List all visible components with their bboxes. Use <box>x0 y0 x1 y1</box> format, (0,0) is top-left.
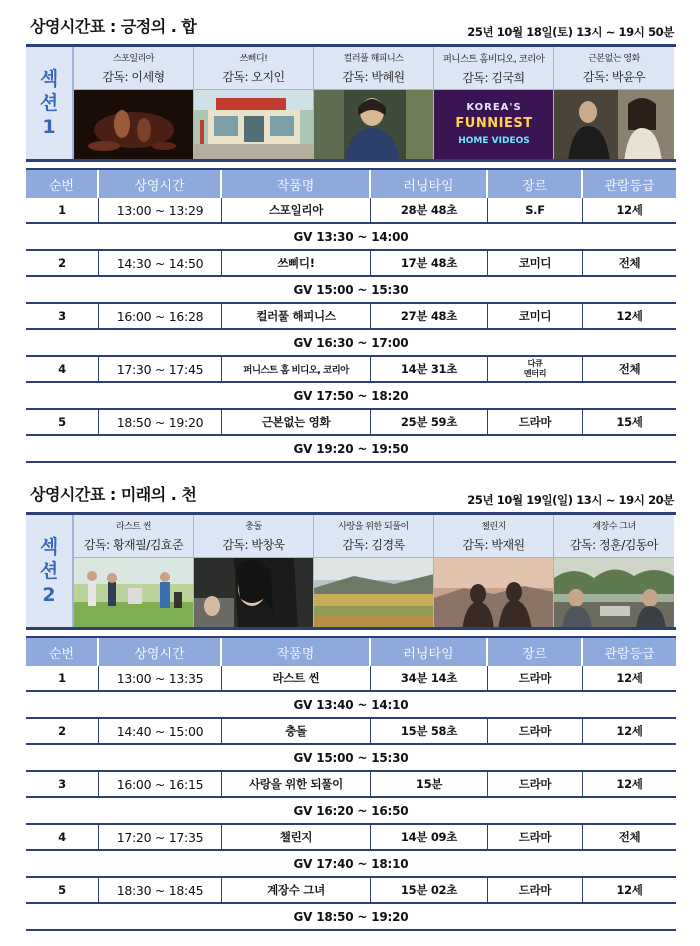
cell-genre: 다큐 멘터리 <box>488 357 583 381</box>
film-director: 감독: 김경록 <box>342 538 405 552</box>
cell-time: 13:00 ~ 13:35 <box>99 666 222 690</box>
table-row <box>26 251 676 277</box>
table-row <box>26 304 676 330</box>
table-row <box>26 357 676 383</box>
gv-row: GV 17:50 ~ 18:20 <box>26 383 676 410</box>
cell-title: 근본없는 영화 <box>222 410 371 434</box>
gv-row: GV 17:40 ~ 18:10 <box>26 851 676 878</box>
cell-runtime: 25분 59초 <box>371 410 488 434</box>
film-director: 감독: 박윤우 <box>582 70 646 84</box>
film-still <box>194 89 313 159</box>
cell-time: 13:00 ~ 13:29 <box>99 198 222 222</box>
column-header: 장르 <box>488 638 583 666</box>
film-title: 계장수 그녀 <box>592 522 636 532</box>
film-still <box>554 557 674 627</box>
cell-runtime: 15분 58초 <box>371 719 488 743</box>
schedule-section-2 <box>26 478 676 931</box>
film-still <box>314 557 433 627</box>
cell-genre: 드라마 <box>488 878 583 902</box>
cell-rating: 전체 <box>618 830 641 844</box>
film-still <box>434 557 553 627</box>
film-card <box>434 47 554 159</box>
film-card <box>314 47 434 159</box>
still-text-line: FUNNIEST <box>455 116 533 131</box>
film-card <box>314 515 434 627</box>
section-label-char: 섹 <box>39 536 59 558</box>
cell-title: 충돌 <box>222 719 371 743</box>
film-director: 감독: 이세형 <box>102 70 165 84</box>
column-header: 상영시간 <box>99 638 222 666</box>
gv-row: GV 13:30 ~ 14:00 <box>26 224 676 251</box>
cell-runtime: 34분 14초 <box>371 666 488 690</box>
film-title: 근본없는 영화 <box>588 54 640 64</box>
film-director: 감독: 박창욱 <box>222 538 285 552</box>
film-still <box>554 89 674 159</box>
film-still <box>434 89 553 159</box>
section-label <box>26 47 74 159</box>
section-date: 25년 10월 19일(일) 13시 ~ 19시 20분 <box>467 493 674 507</box>
cell-no: 4 <box>26 357 99 381</box>
still-text-line: HOME VIDEOS <box>458 136 530 146</box>
cell-time: 18:30 ~ 18:45 <box>99 878 222 902</box>
cell-runtime: 15분 02초 <box>371 878 488 902</box>
cell-genre: 드라마 <box>488 825 583 849</box>
cell-rating: 전체 <box>618 256 641 270</box>
gv-row: GV 15:00 ~ 15:30 <box>26 277 676 304</box>
cell-no: 4 <box>26 825 99 849</box>
cell-no: 5 <box>26 410 99 434</box>
cell-runtime: 14분 09초 <box>371 825 488 849</box>
cell-runtime: 14분 31초 <box>371 357 488 381</box>
film-still <box>314 89 433 159</box>
schedule-section-1 <box>26 10 676 463</box>
table-row <box>26 825 676 851</box>
film-director: 감독: 박혜원 <box>342 70 405 84</box>
film-director: 감독: 오지인 <box>222 70 285 84</box>
gv-row: GV 16:30 ~ 17:00 <box>26 330 676 357</box>
table-row <box>26 878 676 904</box>
column-header: 순번 <box>26 170 99 198</box>
film-director: 감독: 박재원 <box>462 538 525 552</box>
cell-title: 사랑을 위한 되풀이 <box>222 772 371 796</box>
cell-no: 2 <box>26 251 99 275</box>
cell-title: 스포일리아 <box>222 198 371 222</box>
cell-title: 라스트 씬 <box>222 666 371 690</box>
cell-time: 14:40 ~ 15:00 <box>99 719 222 743</box>
cell-time: 16:00 ~ 16:28 <box>99 304 222 328</box>
cell-title: 챌린지 <box>222 825 371 849</box>
cell-time: 16:00 ~ 16:15 <box>99 772 222 796</box>
schedule-table <box>26 636 676 931</box>
table-header <box>26 168 676 198</box>
column-header: 순번 <box>26 638 99 666</box>
cell-time: 18:50 ~ 19:20 <box>99 410 222 434</box>
film-card <box>194 515 314 627</box>
cell-title: 퍼니스트 홈 비디오, 코리아 <box>222 357 371 381</box>
film-card <box>554 515 674 627</box>
film-title: 퍼니스트 홈비디오, 코리아 <box>442 53 545 65</box>
cell-rating: 15세 <box>616 415 643 429</box>
table-header <box>26 636 676 666</box>
cell-genre: 코미디 <box>488 251 583 275</box>
film-card <box>194 47 314 159</box>
cell-no: 3 <box>26 772 99 796</box>
gv-row: GV 18:50 ~ 19:20 <box>26 904 676 931</box>
cell-title: 쓰삐디! <box>222 251 371 275</box>
section-header <box>26 478 676 512</box>
section-label-char: 션 <box>39 92 59 114</box>
cell-runtime: 17분 48초 <box>371 251 488 275</box>
cell-no: 2 <box>26 719 99 743</box>
film-card <box>74 515 194 627</box>
cell-rating: 12세 <box>616 671 643 685</box>
film-strip <box>26 512 676 630</box>
film-title: 컬러풀 해피니스 <box>343 54 404 64</box>
film-title: 챌린지 <box>481 522 506 532</box>
column-header: 러닝타임 <box>371 170 488 198</box>
section-title: 상영시간표 : 미래의 . 천 <box>30 485 197 504</box>
cell-runtime: 15분 <box>371 772 488 796</box>
section-date: 25년 10월 18일(토) 13시 ~ 19시 50분 <box>467 25 674 39</box>
column-header: 작품명 <box>222 170 371 198</box>
column-header: 관람등급 <box>604 178 655 194</box>
cell-title: 컬러풀 해피니스 <box>222 304 371 328</box>
film-title: 라스트 씬 <box>115 522 152 532</box>
film-director: 감독: 김국희 <box>462 70 525 85</box>
cell-rating: 12세 <box>616 883 643 897</box>
cell-genre: 드라마 <box>488 666 583 690</box>
table-row <box>26 198 676 224</box>
column-header: 작품명 <box>222 638 371 666</box>
cell-genre: 코미디 <box>488 304 583 328</box>
cell-no: 3 <box>26 304 99 328</box>
cell-rating: 12세 <box>616 777 643 791</box>
film-strip <box>26 44 676 162</box>
film-title: 사랑을 위한 되풀이 <box>338 522 409 532</box>
film-director: 감독: 정훈/김동아 <box>569 538 659 552</box>
film-title: 스포일리아 <box>113 54 154 64</box>
gv-row: GV 16:20 ~ 16:50 <box>26 798 676 825</box>
cell-runtime: 27분 48초 <box>371 304 488 328</box>
cell-time: 17:20 ~ 17:35 <box>99 825 222 849</box>
cell-no: 5 <box>26 878 99 902</box>
gv-row: GV 19:20 ~ 19:50 <box>26 436 676 463</box>
film-still <box>74 89 193 159</box>
column-header: 러닝타임 <box>371 638 488 666</box>
section-number: 2 <box>42 584 56 606</box>
column-header: 장르 <box>488 170 583 198</box>
cell-rating: 12세 <box>616 203 643 217</box>
cell-genre: 드라마 <box>488 719 583 743</box>
gv-row: GV 13:40 ~ 14:10 <box>26 692 676 719</box>
column-header: 상영시간 <box>99 170 222 198</box>
cell-genre: 드라마 <box>488 410 583 434</box>
cell-rating: 전체 <box>618 362 641 376</box>
schedule-table <box>26 168 676 463</box>
film-title: 충돌 <box>245 522 262 532</box>
cell-genre: 드라마 <box>488 772 583 796</box>
cell-no: 1 <box>26 666 99 690</box>
gv-row: GV 15:00 ~ 15:30 <box>26 745 676 772</box>
film-card <box>74 47 194 159</box>
section-number: 1 <box>42 116 56 138</box>
table-row <box>26 410 676 436</box>
cell-time: 17:30 ~ 17:45 <box>99 357 222 381</box>
table-row <box>26 666 676 692</box>
cell-rating: 12세 <box>616 724 643 738</box>
film-still <box>74 557 193 627</box>
cell-rating: 12세 <box>616 309 643 323</box>
film-title: 쓰삐디! <box>239 54 268 64</box>
cell-title: 계장수 그녀 <box>222 878 371 902</box>
section-header <box>26 10 676 44</box>
film-card <box>554 47 674 159</box>
column-header: 관람등급 <box>604 646 655 662</box>
cell-no: 1 <box>26 198 99 222</box>
cell-time: 14:30 ~ 14:50 <box>99 251 222 275</box>
film-card <box>434 515 554 627</box>
section-title: 상영시간표 : 긍정의 . 합 <box>30 17 197 36</box>
section-label-char: 섹 <box>39 68 59 90</box>
table-row <box>26 719 676 745</box>
film-director: 감독: 황재필/김효준 <box>83 538 184 552</box>
cell-genre: S.F <box>488 198 583 222</box>
section-label-char: 션 <box>39 560 59 582</box>
still-text-line: KOREA'S <box>466 102 522 113</box>
table-row <box>26 772 676 798</box>
section-label <box>26 515 74 627</box>
cell-runtime: 28분 48초 <box>371 198 488 222</box>
film-still <box>194 557 313 627</box>
